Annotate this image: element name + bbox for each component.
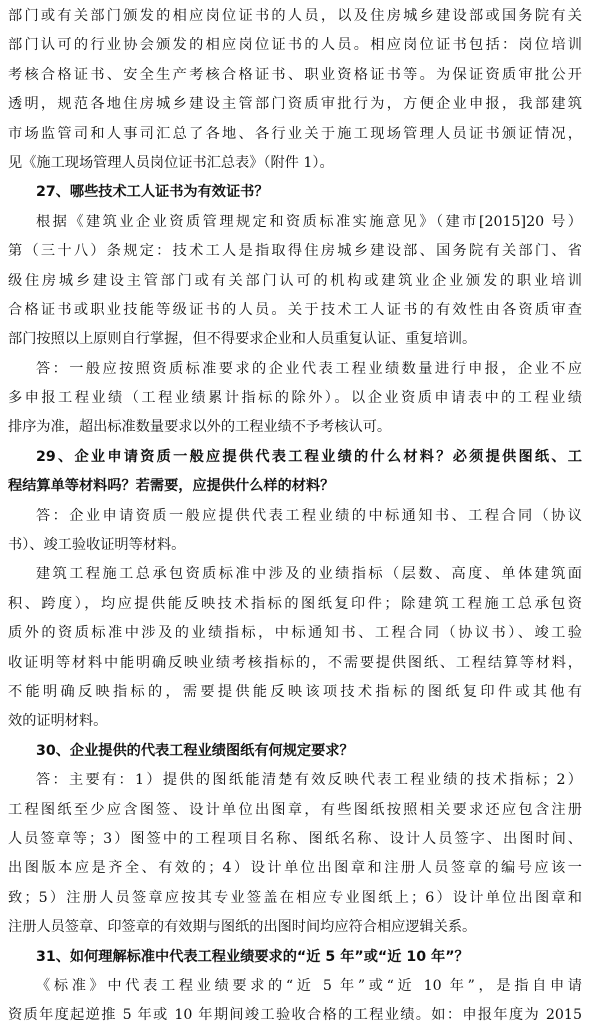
paragraph-line: 不能明确反映指标的，需要提供能反映该项技术指标的图纸复印件或其他有 bbox=[8, 683, 582, 700]
paragraph-line: 部门认可的行业协会颁发的相应岗位证书的人员。相应岗位证书包括：岗位培训 bbox=[8, 37, 582, 54]
paragraph-line: 透明，规范各地住房城乡建设主管部门资质审批行为，方便企业申报，我部建筑 bbox=[8, 96, 582, 113]
question-heading-line: 30、企业提供的代表工程业绩图纸有何规定要求？ bbox=[36, 742, 354, 759]
question-heading-line: 27、哪些技术工人证书为有效证书？ bbox=[36, 184, 269, 201]
paragraph-line: 多申报工程业绩（工程业绩累计指标的除外）。以企业资质申请表中的工程业绩 bbox=[8, 390, 582, 407]
paragraph-line: 答：一般应按照资质标准要求的企业代表工程业绩数量进行申报，企业不应 bbox=[36, 360, 582, 377]
paragraph-line: 答：主要有：1）提供的图纸能清楚有效反映代表工程业绩的技术指标；2） bbox=[36, 772, 582, 789]
paragraph-line: 排序为准，超出标准数量要求以外的工程业绩不予考核认可。 bbox=[8, 419, 392, 436]
paragraph-line: 考核合格证书、安全生产考核合格证书、职业资格证书等。为保证资质审批公开 bbox=[8, 66, 582, 83]
paragraph-line: 收证明等材料中能明确反映业绩考核指标的，不需要提供图纸、工程结算等材料， bbox=[8, 654, 582, 671]
question-heading-line: 31、如何理解标准中代表工程业绩要求的“近 5 年”或“近 10 年”？ bbox=[36, 948, 469, 965]
paragraph-line: 答：企业申请资质一般应提供代表工程业绩的中标通知书、工程合同（协议 bbox=[36, 507, 582, 524]
paragraph-line: 《标准》中代表工程业绩要求的“近 5 年”或“近 10 年”，是指自申请 bbox=[36, 977, 582, 994]
paragraph-line: 积、跨度），均应提供能反映技术指标的图纸复印件；除建筑工程施工总承包资 bbox=[8, 595, 582, 612]
paragraph-line: 注册人员签章、印签章的有效期与图纸的出图时间均应符合相应逻辑关系。 bbox=[8, 919, 477, 936]
paragraph-line: 出图版本应是齐全、有效的；4）设计单位出图章和注册人员签章的编号应该一 bbox=[8, 860, 582, 877]
paragraph-line: 部门按照以上原则自行掌握，但不得要求企业和人员重复认证、重复培训。 bbox=[8, 331, 477, 348]
paragraph-line: 级住房城乡建设主管部门或有关部门认可的机构或建筑业企业颁发的职业培训 bbox=[8, 272, 582, 289]
paragraph-line: 致；5）注册人员签章应按其专业签盖在相应专业图纸上；6）设计单位出图章和 bbox=[8, 889, 582, 906]
paragraph-line: 效的证明材料。 bbox=[8, 713, 108, 730]
paragraph-line: 质外的资质标准中涉及的业绩指标，中标通知书、工程合同（协议书）、竣工验 bbox=[8, 625, 582, 642]
paragraph-line: 人员签章等；3）图签中的工程项目名称、图纸名称、设计人员签字、出图时间、 bbox=[8, 830, 582, 847]
paragraph-line: 根据《建筑业企业资质管理规定和资质标准实施意见》（建市[2015]20 号） bbox=[36, 213, 582, 230]
paragraph-line: 见《施工现场管理人员岗位证书汇总表》（附件 1）。 bbox=[8, 154, 334, 171]
paragraph-line: 工程图纸至少应含图签、设计单位出图章，有些图纸按照相关要求还应包含注册 bbox=[8, 801, 582, 818]
paragraph-line: 书）、竣工验收证明等材料。 bbox=[8, 537, 186, 554]
paragraph-line: 资质年度起逆推 5 年或 10 年期间竣工验收合格的工程业绩。如：申报年度为 2015 bbox=[8, 1007, 582, 1024]
paragraph-line: 建筑工程施工总承包资质标准中涉及的业绩指标（层数、高度、单体建筑面 bbox=[36, 566, 582, 583]
paragraph-line: 部门或有关部门颁发的相应岗位证书的人员，以及住房城乡建设部或国务院有关 bbox=[8, 8, 582, 24]
paragraph-line: 第（三十八）条规定：技术工人是指取得住房城乡建设部、国务院有关部门、省 bbox=[8, 243, 582, 260]
question-heading-line: 29、企业申请资质一般应提供代表工程业绩的什么材料？必须提供图纸、工 bbox=[36, 448, 582, 465]
paragraph-line: 合格证书或职业技能等级证书的人员。关于技术工人证书的有效性由各资质审查 bbox=[8, 301, 582, 318]
paragraph-line: 市场监管司和人事司汇总了各地、各行业关于施工现场管理人员证书颁证情况， bbox=[8, 125, 582, 142]
question-heading-line: 程结算单等材料吗？若需要，应提供什么样的材料？ bbox=[8, 478, 335, 495]
